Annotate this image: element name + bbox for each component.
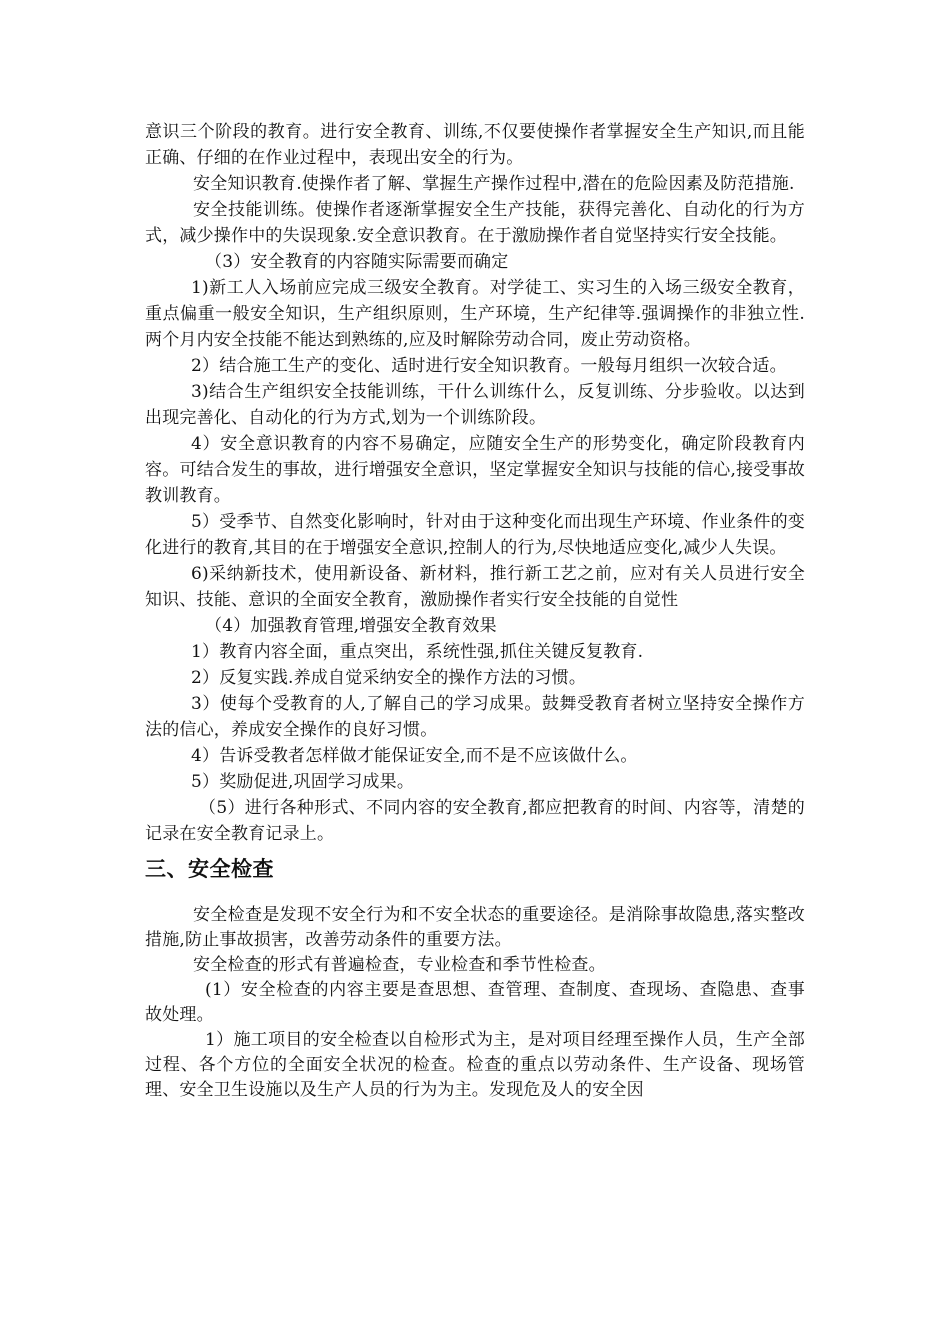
subsection-heading: （3）安全教育的内容随实际需要而确定 xyxy=(205,252,509,272)
list-item: 4）告诉受教者怎样做才能保证安全,而不是不应该做什么。 xyxy=(191,746,638,766)
paragraph: 4）安全意识教育的内容不易确定，应随安全生产的形势变化，确定阶段教育内容。可结合发生的事故，进行增强安全意识，坚定掌握安全知识与技能的信心,接受事故教训教育。 xyxy=(145,434,805,506)
paragraph: 安全知识教育.使操作者了解、掌握生产操作过程中,潜在的危险因素及防范措施. xyxy=(193,174,795,194)
list-item: 3）使每个受教育的人,了解自己的学习成果。鼓舞受教育者树立坚持安全操作方法的信心，养成安全操作的良好习惯。 xyxy=(145,694,805,740)
paragraph: 安全检查的形式有普遍检查，专业检查和季节性检查。 xyxy=(193,955,606,975)
paragraph: 安全技能训练。使操作者逐渐掌握安全生产技能，获得完善化、自动化的行为方式，减少操作中的失误现象.安全意识教育。在于激励操作者自觉坚持实行安全技能。 xyxy=(145,200,805,246)
paragraph: 2）结合施工生产的变化、适时进行安全知识教育。一般每月组织一次较合适。 xyxy=(191,356,787,376)
section-heading: 三、安全检查 xyxy=(145,856,274,881)
paragraph: 安全检查是发现不安全行为和不安全状态的重要途径。是消除事故隐患,落实整改措施,防止事故损害，改善劳动条件的重要方法。 xyxy=(145,905,805,950)
paragraph: 3)结合生产组织安全技能训练，干什么训练什么，反复训练、分步验收。以达到出现完善化、自动化的行为方式,划为一个训练阶段。 xyxy=(145,382,805,428)
paragraph: (1）安全检查的内容主要是查思想、查管理、查制度、查现场、查隐患、查事故处理。 xyxy=(145,980,805,1025)
paragraph: 1）施工项目的安全检查以自检形式为主，是对项目经理至操作人员，生产全部过程、各个方位的全面安全状况的检查。检查的重点以劳动条件、生产设备、现场管理、安全卫生设施以及生产人员的行为为主。发现危及人的安全因 xyxy=(145,1030,805,1100)
list-item: 2）反复实践.养成自觉采纳安全的操作方法的习惯。 xyxy=(191,668,587,688)
paragraph: 5）受季节、自然变化影响时，针对由于这种变化而出现生产环境、作业条件的变化进行的教育,其目的在于增强安全意识,控制人的行为,尽快地适应变化,减少人失误。 xyxy=(145,512,805,558)
paragraph: （5）进行各种形式、不同内容的安全教育,都应把教育的时间、内容等，清楚的记录在安全教育记录上。 xyxy=(145,798,805,844)
paragraph: 意识三个阶段的教育。进行安全教育、训练,不仅要使操作者掌握安全生产知识,而且能正确、仔细的在作业过程中，表现出安全的行为。 xyxy=(145,122,805,168)
list-item: 5）奖励促进,巩固学习成果。 xyxy=(191,772,415,792)
subsection-heading: （4）加强教育管理,增强安全教育效果 xyxy=(205,616,497,636)
section-body xyxy=(145,903,805,1103)
paragraph: 6)采纳新技术，使用新设备、新材料，推行新工艺之前，应对有关人员进行安全知识、技能、意识的全面安全教育，激励操作者实行安全技能的自觉性 xyxy=(145,564,805,610)
list-item: 1）教育内容全面，重点突出，系统性强,抓住关键反复教育. xyxy=(191,642,644,662)
paragraph: 1)新工人入场前应完成三级安全教育。对学徒工、实习生的入场三级安全教育，重点偏重一般安全知识，生产组织原则，生产环境，生产纪律等.强调操作的非独立性.两个月内安全技能不能达到熟练的,应及时解除劳动合同，废止劳动资格。 xyxy=(145,278,805,350)
document-body xyxy=(145,119,805,1103)
